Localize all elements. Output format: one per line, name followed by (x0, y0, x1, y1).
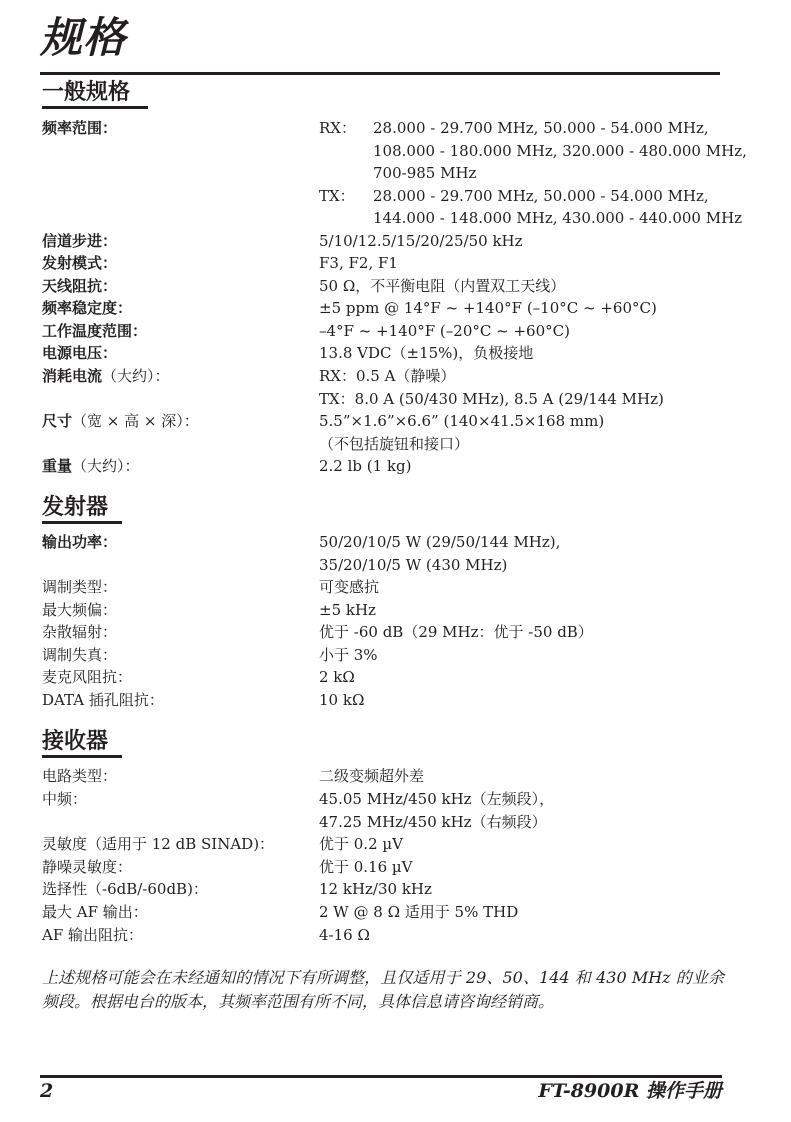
section-heading-receiver: 接收器 (42, 729, 109, 754)
spec-label: 输出功率： (42, 533, 118, 551)
spec-label: 工作温度范围： (42, 322, 148, 340)
spec-label: 麦克风阻抗： (42, 668, 133, 686)
spec-value: 二级变频超外差 (319, 767, 425, 785)
spec-value (319, 531, 723, 576)
spec-label: 重量（大约）： (42, 457, 140, 475)
spec-label: 灵敏度（适用于 12 dB SINAD)： (42, 835, 275, 853)
power-line: 50/20/10/5 W (29/50/144 MHz), (319, 533, 561, 551)
spec-value (319, 410, 723, 455)
page-number: 2 (40, 1080, 54, 1102)
spec-value: 50 Ω，不平衡电阻（内置双工天线） (319, 277, 566, 295)
spec-value: 可变感抗 (319, 578, 380, 596)
manual-name: FT-8900R 操作手册 (538, 1080, 722, 1102)
power-line: 35/20/10/5 W (430 MHz) (319, 555, 508, 574)
spec-value: 小于 3% (319, 646, 378, 664)
spec-value: 10 kΩ (319, 691, 365, 709)
spec-label: 中频： (42, 790, 88, 808)
spec-value (319, 788, 723, 833)
spec-label: 选择性（-6dB/-60dB)： (42, 880, 208, 898)
rx-prefix: RX： (319, 119, 356, 137)
spec-label: 发射模式： (42, 254, 118, 272)
spec-value: F3, F2, F1 (319, 254, 398, 272)
spec-label: 调制类型： (42, 578, 118, 596)
rx-range-line: 108.000 - 180.000 MHz, 320.000 - 480.000 MHz, (373, 141, 747, 160)
page-title: 规格 (40, 13, 127, 62)
spec-value: 4-16 Ω (319, 926, 370, 944)
disclaimer-note: 上述规格可能会在未经通知的情况下有所调整，且仅适用于 29、50、144 和 430 MHz 的业余频段。根据电台的版本，其频率范围有所不同，具体信息请咨询经销商。 (42, 968, 724, 1011)
spec-value: 12 kHz/30 kHz (319, 880, 432, 898)
spec-value (319, 117, 747, 230)
spec-value: 2 kΩ (319, 668, 355, 686)
spec-label: AF 输出阻抗： (42, 926, 144, 944)
if-line: 45.05 MHz/450 kHz（左频段）， (319, 790, 555, 808)
spec-value: 优于 0.16 µV (319, 858, 413, 876)
spec-value: 优于 0.2 µV (319, 835, 403, 853)
spec-label: 天线阻抗： (42, 277, 118, 295)
spec-value: 5/10/12.5/15/20/25/50 kHz (319, 232, 523, 250)
dimensions-value: 5.5”×1.6”×6.6” (140×41.5×168 mm) (319, 412, 605, 430)
spec-value (319, 365, 723, 410)
section-heading-transmitter: 发射器 (42, 495, 109, 520)
spec-value: ±5 kHz (319, 601, 376, 619)
tx-range-line: 144.000 - 148.000 MHz, 430.000 - 440.000 MHz (373, 209, 743, 227)
spec-label: 杂散辐射： (42, 623, 118, 641)
spec-label: 最大 AF 输出： (42, 903, 148, 921)
spec-label: 电源电压： (42, 344, 118, 362)
spec-value: 2 W @ 8 Ω 适用于 5% THD (319, 903, 519, 921)
current-tx: TX：8.0 A (50/430 MHz), 8.5 A (29/144 MHz) (319, 389, 664, 408)
spec-label: DATA 插孔阻抗： (42, 691, 164, 709)
section-underline-general (42, 106, 148, 109)
spec-label: 信道步进： (42, 232, 118, 250)
section-underline-receiver (42, 755, 122, 758)
spec-label: 最大频偏： (42, 601, 118, 619)
rx-range-line: 28.000 - 29.700 MHz, 50.000 - 54.000 MHz, (373, 119, 709, 137)
dimensions-note: （不包括旋钮和接口） (319, 434, 470, 453)
spec-value: 2.2 lb (1 kg) (319, 457, 412, 475)
spec-value: 13.8 VDC（±15%)，负极接地 (319, 344, 534, 362)
spec-label: 静噪灵敏度： (42, 858, 133, 876)
spec-value: ±5 ppm @ 14°F ~ +140°F (–10°C ~ +60°C) (319, 299, 657, 317)
title-divider (40, 72, 720, 75)
spec-value: 优于 -60 dB（29 MHz：优于 -50 dB） (319, 623, 593, 641)
spec-label: 调制失真： (42, 646, 118, 664)
current-rx: RX：0.5 A（静噪） (319, 367, 456, 385)
spec-label: 频率范围： (42, 119, 118, 137)
rx-range-line: 700-985 MHz (373, 164, 477, 182)
tx-prefix: TX： (319, 186, 355, 205)
spec-label: 频率稳定度： (42, 299, 133, 317)
tx-range-line: 28.000 - 29.700 MHz, 50.000 - 54.000 MHz, (373, 186, 709, 205)
if-line: 47.25 MHz/450 kHz（右频段） (319, 812, 547, 831)
spec-label: 尺寸（宽 × 高 × 深）： (42, 412, 199, 430)
spec-label: 电路类型： (42, 767, 118, 785)
spec-label: 消耗电流（大约）： (42, 367, 170, 385)
section-heading-general: 一般规格 (42, 80, 131, 105)
spec-value: –4°F ~ +140°F (–20°C ~ +60°C) (319, 322, 570, 340)
section-underline-transmitter (42, 521, 122, 524)
